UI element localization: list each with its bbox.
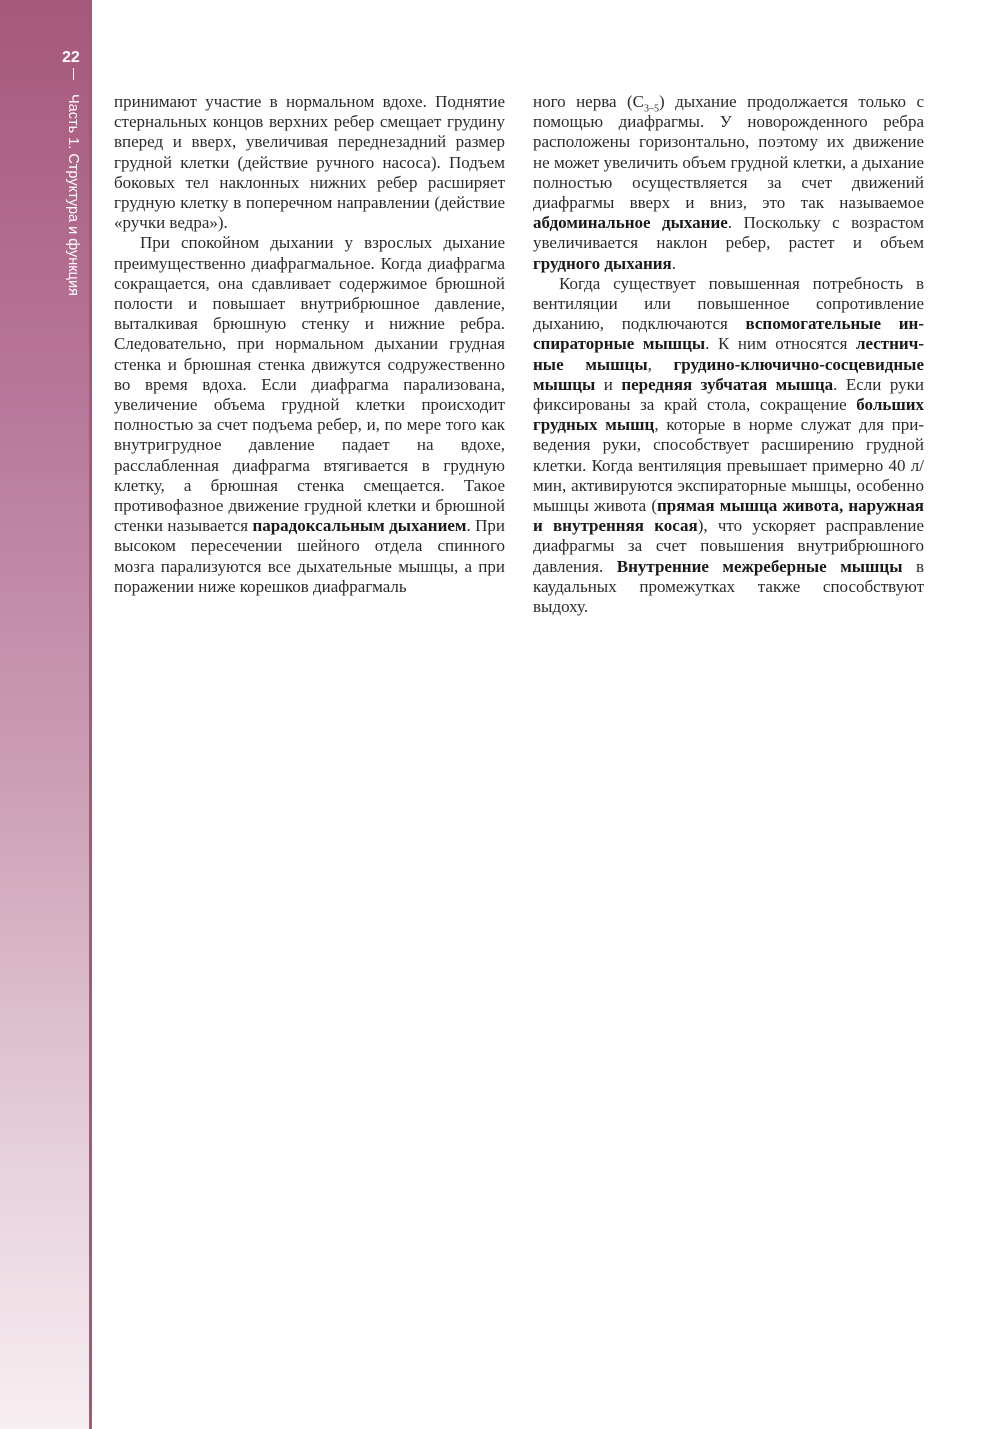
text-run: , <box>647 354 674 374</box>
text-run: . Если руки фиксированы за край стола, сокращение <box>533 374 924 415</box>
text-run: ), что ускоряет расправление диафрагмы за счет повышения внутрибрюшного давления. <box>533 516 924 576</box>
sidebar-rule <box>89 0 92 1429</box>
page-number: 22 <box>62 49 80 66</box>
bold-term: грудино-ключично-сосцевидные мышцы <box>533 354 924 394</box>
text-column-left <box>114 92 505 597</box>
paragraph <box>533 274 924 617</box>
bold-term: лестничные мышцы <box>533 334 924 374</box>
bold-term: парадоксальным дыханием <box>252 516 467 536</box>
bold-term: передняя зубчатая мышца <box>621 374 834 394</box>
running-head: Часть 1. Структура и функция <box>65 94 81 296</box>
text-column-right <box>533 92 924 617</box>
text-run: Когда существует повышенная потребность в вентиляции или повышенное сопротивление дыханию, подключаются <box>533 273 924 334</box>
paragraph: принимают участие в нормальном вдохе. Поднятие стернальных концов верхних ребер смещает грудину вперед и вверх, увеличивая переднезадний размер грудной клетки (действие ручного насоса). Подъем боковых тел наклонных нижних ребер расширяет грудную клетку в поперечном направлении (действие «ручки ведра»). <box>114 92 505 233</box>
bold-term: Внутренние межреберные мышцы <box>616 556 903 576</box>
text-run: ного нерва (С <box>533 92 644 111</box>
text-run: , которые в норме служат для приведения руки, способствует расширению грудной клетки. Когда вентиляция превышает примерно 40 л/мин, активируются экспираторные мышцы, особенно мышцы живота ( <box>533 415 925 516</box>
bold-term: грудного дыхания <box>533 253 672 273</box>
text-run: и <box>595 374 622 394</box>
text-run: При спокойном дыхании у взрослых дыхание преимущественно диафрагмальное. Когда диафрагма сокращается, она сдавливает содержимое брюшной полости и повышает внутрибрюшное давление, выталкивая брюшную стенку и нижние ребра. Следовательно, при нормальном дыхании грудная стенка и брюшная стенка движутся содружественно во время вдоха. Если диафрагма парализована, увеличение объема грудной клетки происходит полностью за счет подъема ребер, и, по мере того как внутригрудное давление падает на вдохе, расслабленная диафрагма втягивается в грудную клетку, а брюшная стенка смещается. Такое противофазное движение грудной клетки и брюшной стенки называется <box>114 233 505 536</box>
bold-term: вспомогательные инспираторные мышцы <box>533 314 924 354</box>
text-run: . К ним относятся <box>705 334 856 354</box>
text-run: в каудальных промежутках также способствуют выдоху. <box>533 556 924 617</box>
paragraph <box>533 92 924 274</box>
text-run: . <box>671 253 677 273</box>
text-run: ) дыхание продолжается только с помощью диафрагмы. У новорожденного ребра расположены горизонтально, поэтому их движение не может увеличить объем грудной клетки, а дыхание полностью осуществляется за счет движений диафрагмы вверх и вниз, это так называемое <box>533 92 925 213</box>
text-run: . При высоком пересечении шейного отдела спинного мозга парализуются все дыхательные мышцы, а при поражении ниже корешков диафрагмаль <box>114 516 506 596</box>
text-run: . Поскольку с возрастом увеличивается наклон ребер, растет и объем <box>533 213 925 253</box>
subscript: 3–5 <box>644 103 659 115</box>
page-number-divider <box>73 68 74 80</box>
bold-term: абдоминальное дыхание <box>533 213 728 233</box>
bold-term: прямая мышца живота, наружная и внутренняя косая <box>533 496 924 536</box>
paragraph <box>114 233 505 597</box>
bold-term: больших грудных мышц <box>533 395 924 435</box>
